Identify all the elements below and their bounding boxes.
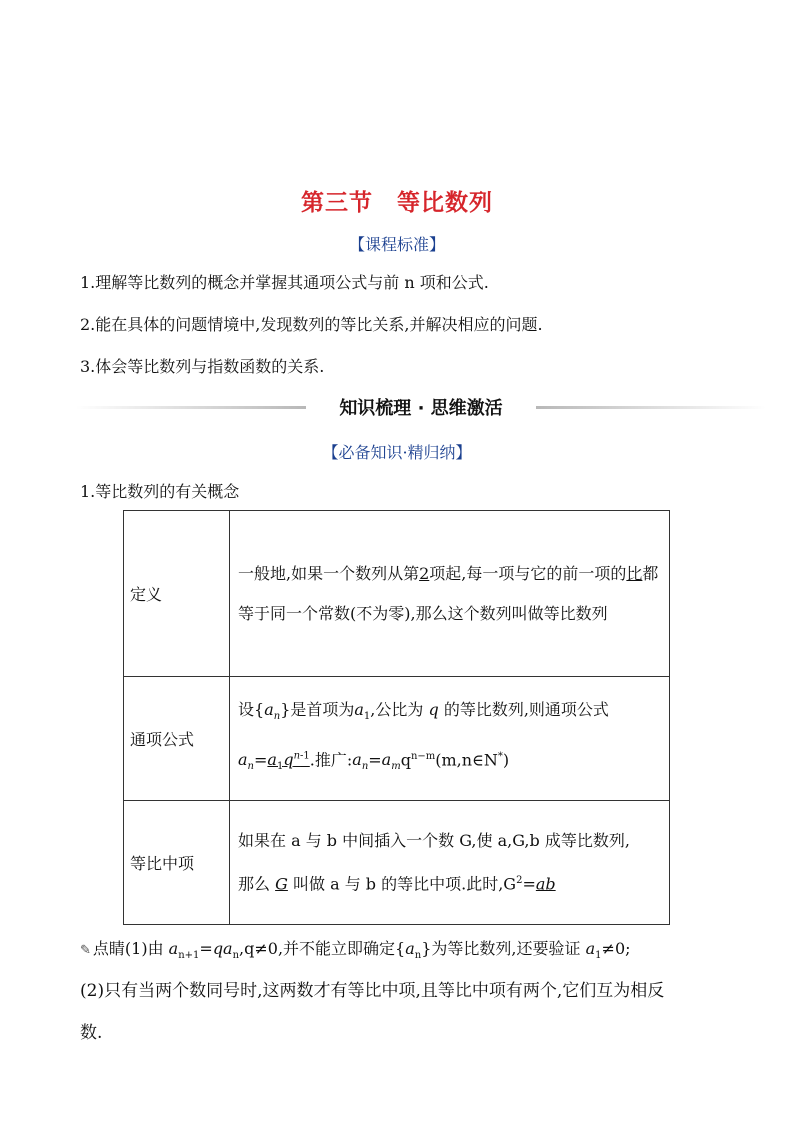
formula-key: 通项公式	[124, 677, 230, 801]
divider-line-right	[536, 406, 766, 409]
definition-value: 一般地,如果一个数列从第2项起,每一项与它的前一项的比都等于同一个常数(不为零),那么这个数列叫做等比数列	[230, 511, 670, 677]
pen-icon: ✎	[80, 943, 91, 958]
blank-answer: 2	[419, 563, 430, 583]
formula-value: 设$\{a_n\}$是首项为$a_1$,公比为 q 的等比数列,则通项公式 $a_n=a_1q^{n-1}$.推广$:a_n=a_mq^{n-m}(m,n\in N^*)$	[230, 677, 670, 801]
note-line: 数.	[80, 1023, 103, 1043]
section-divider	[76, 394, 766, 420]
table-row	[124, 801, 670, 925]
standard-item: 2.能在具体的问题情境中,发现数列的等比关系,并解决相应的问题.	[80, 315, 543, 334]
concept-table	[123, 510, 670, 925]
blank-answer: G	[275, 874, 288, 894]
table-row	[124, 677, 670, 801]
standard-item: 3.体会等比数列与指数函数的关系.	[80, 357, 325, 376]
blank-answer: 比	[626, 563, 643, 583]
geometric-mean-value: 如果在 a 与 b 中间插入一个数 G,使 a,G,b 成等比数列, 那么 G 叫做 a 与 b 的等比中项.此时$,G^2=ab$	[230, 801, 670, 925]
page-title: 第三节 等比数列	[301, 190, 493, 216]
geometric-mean-key: 等比中项	[124, 801, 230, 925]
standard-item: 1.理解等比数列的概念并掌握其通项公式与前 n 项和公式.	[80, 273, 489, 292]
divider-line-left	[76, 406, 306, 409]
section-title: 知识梳理 · 思维激活	[306, 394, 536, 420]
definition-key: 定义	[124, 511, 230, 677]
knowledge-label: 【必备知识·精归纳】	[322, 443, 472, 462]
table-row	[124, 511, 670, 677]
topic-heading: 1.等比数列的有关概念	[80, 482, 240, 501]
note-line: ✎ 点睛(1)由 $a_{n+1}=qa_n,q\ne 0$,并不能立即确定$\{a_n\}$为等比数列,还要验证 $a_1\ne 0$;	[80, 939, 631, 962]
note-line: (2)只有当两个数同号时,这两数才有等比中项,且等比中项有两个,它们互为相反	[80, 981, 665, 1001]
blank-answer: ab	[535, 874, 556, 894]
course-standard-label: 【课程标准】	[348, 235, 445, 254]
blank-answer: $a_1q^{n-1}$	[267, 750, 310, 773]
